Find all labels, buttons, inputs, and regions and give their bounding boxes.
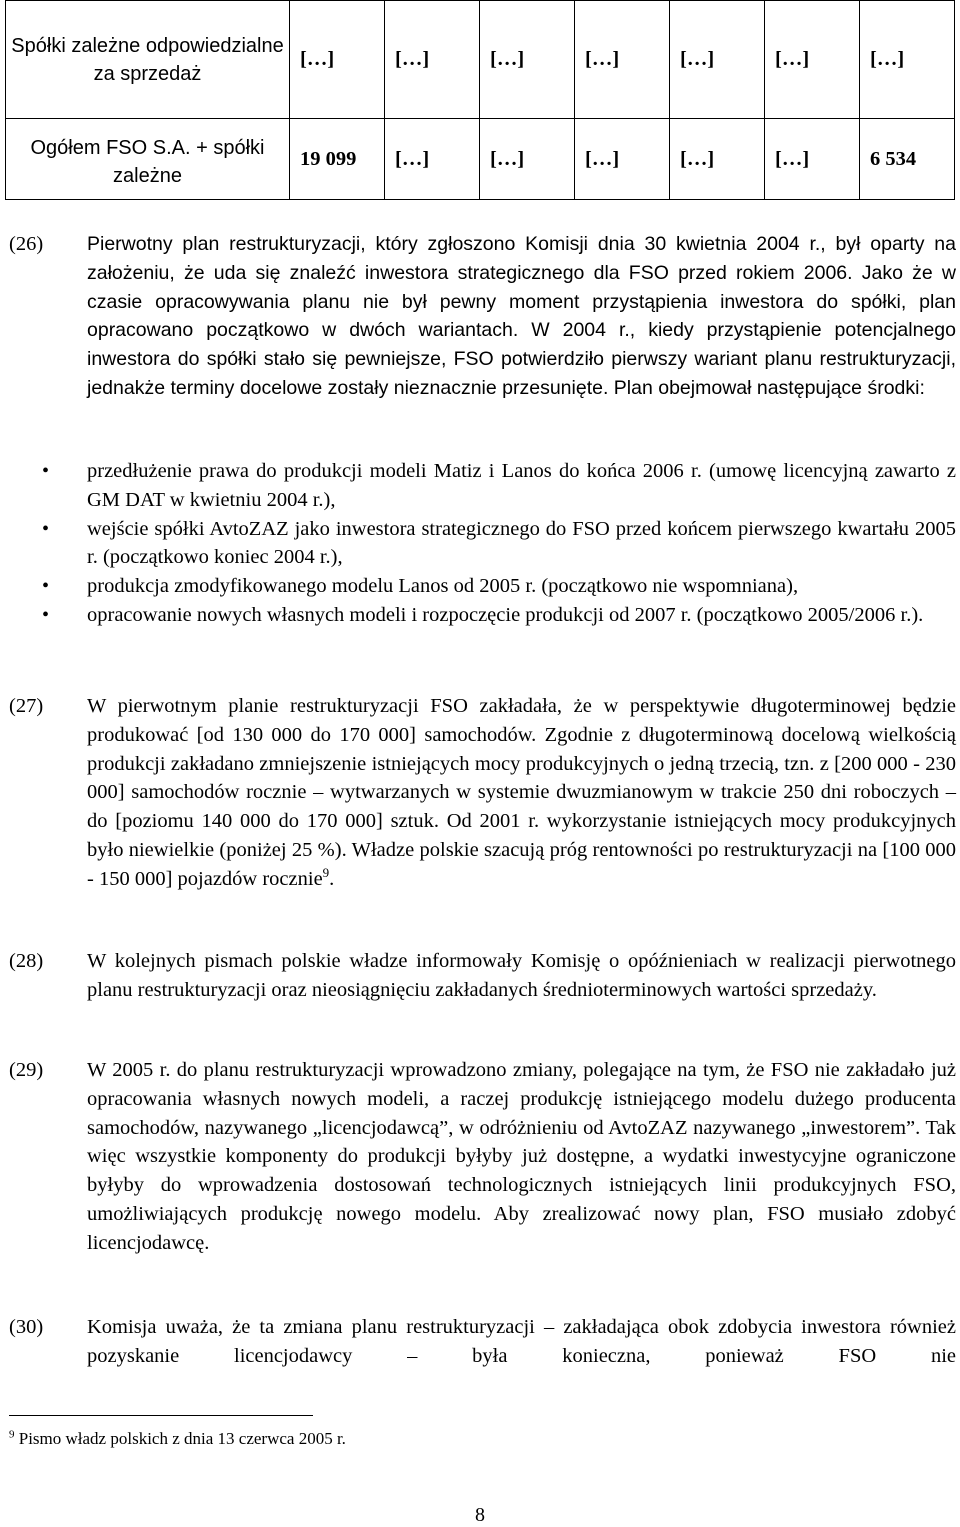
footnote-marker: 9 (9, 1428, 15, 1441)
table-cell: […] (670, 1, 765, 119)
table-row (6, 119, 955, 200)
bullet-icon: • (42, 517, 50, 540)
paragraph-number: (29) (9, 1059, 44, 1081)
paragraph-text: Pierwotny plan restrukturyzacji, który zgłoszono Komisji dnia 30 kwietnia 2004 r., był oparty na założeniu, że uda się znaleźć inwestora strategicznego dla FSO przed rokiem 2006. Jako że w czasie opracowywania planu nie był pewny moment przystąpienia inwestora do spółki, plan opracowano początkowo w dwóch wariantach. W 2004 r., kiedy przystąpienie potencjalnego inwestora do spółki stało się pewniejsze, FSO potwierdziło pierwszy wariant planu restrukturyzacji, jednakże terminy docelowe zostały nieznacznie przesunięte. Plan obejmował następujące środki: (87, 233, 956, 399)
list-item (9, 572, 956, 601)
paragraph-number: (27) (9, 695, 44, 717)
list-item-text: wejście spółki AvtoZAZ jako inwestora strategicznego do FSO przed końcem pierwszego kwartału 2005 r. (początkowo koniec 2004 r.), (87, 517, 956, 569)
bullet-icon: • (42, 575, 50, 598)
list-item (9, 457, 956, 515)
table-cell: […] (290, 1, 385, 119)
footnote-divider (9, 1415, 313, 1416)
bullet-icon: • (42, 460, 50, 482)
page-number: 8 (475, 1504, 485, 1526)
table-cell: […] (480, 119, 575, 200)
list-item (9, 601, 956, 630)
paragraph-29 (9, 1056, 956, 1258)
list-item-text: przedłużenie prawa do produkcji modeli Matiz i Lanos do końca 2006 r. (umowę licencyjną zawarto z GM DAT w kwietniu 2004 r.), (87, 460, 956, 511)
table-cell: […] (765, 119, 860, 200)
paragraph-30 (9, 1313, 956, 1371)
table-cell: […] (575, 119, 670, 200)
paragraph-26 (9, 230, 956, 403)
paragraph-28 (9, 947, 956, 1005)
paragraph-text: W kolejnych pismach polskie władze informowały Komisję o opóźnieniach w realizacji pierwotnego planu restrukturyzacji oraz nieosiągnięciu zakładanych średnioterminowych wartości sprzedaży. (87, 950, 956, 1001)
table-cell: […] (385, 119, 480, 200)
paragraph-end: . (329, 867, 335, 890)
paragraph-number: (26) (9, 233, 44, 255)
table-cell: […] (860, 1, 955, 119)
footnote-reference[interactable]: 9 (322, 864, 330, 880)
paragraph-text (87, 692, 956, 894)
table-cell: 6 534 (860, 119, 955, 200)
list-item (9, 515, 956, 573)
table-cell: 19 099 (290, 119, 385, 200)
paragraph-body: W pierwotnym planie restrukturyzacji FSO zakładała, że w perspektywie długoterminowej będzie produkować [od 130 000 do 170 000] samochodów. Zgodnie z długoterminową docelową wielkością produkcji zakładano zmniejszenie istniejących mocy produkcyjnych o jedną trzecią, tzn. z [200 000 - 230 000] samochodów rocznie – wytwarzanych w systemie dwuzmianowym w trakcie 250 dni roboczych – do [poziomu 140 000 do 170 000] sztuk. Od 2001 r. wykorzystanie istniejących mocy produkcyjnych było niewielkie (poniżej 25 %). Władze polskie szacują próg rentowności po restrukturyzacji na [100 000 - 150 000] pojazdów rocznie (87, 695, 956, 890)
table-cell: […] (670, 119, 765, 200)
paragraph-number: (28) (9, 950, 44, 972)
footnote (9, 1428, 346, 1450)
row-label: Spółki zależne odpowiedzialne za sprzedaż (6, 1, 290, 119)
summary-table (5, 0, 955, 200)
table-cell: […] (765, 1, 860, 119)
list-item-text: produkcja zmodyfikowanego modelu Lanos od 2005 r. (początkowo nie wspomniana), (87, 575, 799, 598)
bullet-icon: • (42, 603, 50, 626)
row-label: Ogółem FSO S.A. + spółki zależne (6, 119, 290, 200)
paragraph-text: W 2005 r. do planu restrukturyzacji wprowadzono zmiany, polegające na tym, że FSO nie zakładało już opracowania własnych nowych modeli, a raczej produkcję istniejącego modelu dużego producenta samochodów, nazywanego „licencjodawcą”, w odróżnieniu od AvtoZAZ nazywanego „inwestorem”. Tak więc wszystkie komponenty do produkcji byłyby już dostępne, a wydatki inwestycyjne ograniczone byłyby do wprowadzenia dostosowań technologicznych istniejących linii produkcyjnych FSO, umożliwiających produkcję nowego modelu. Aby zrealizować nowy plan, FSO musiało zdobyć licencjodawcę. (87, 1059, 956, 1254)
paragraph-text: Komisja uważa, że ta zmiana planu restrukturyzacji – zakładająca obok zdobycia inwestora również pozyskanie licencjodawcy – była konieczna, ponieważ FSO nie (87, 1316, 956, 1367)
footnote-text: Pismo władz polskich z dnia 13 czerwca 2005 r. (18, 1429, 346, 1448)
paragraph-number: (30) (9, 1316, 44, 1338)
table-cell: […] (480, 1, 575, 119)
measures-list (9, 457, 956, 630)
table-row (6, 1, 955, 119)
table-cell: […] (385, 1, 480, 119)
list-item-text: opracowanie nowych własnych modeli i rozpoczęcie produkcji od 2007 r. (początkowo 2005/2006 r.). (87, 603, 924, 626)
paragraph-27 (9, 692, 956, 894)
table-cell: […] (575, 1, 670, 119)
